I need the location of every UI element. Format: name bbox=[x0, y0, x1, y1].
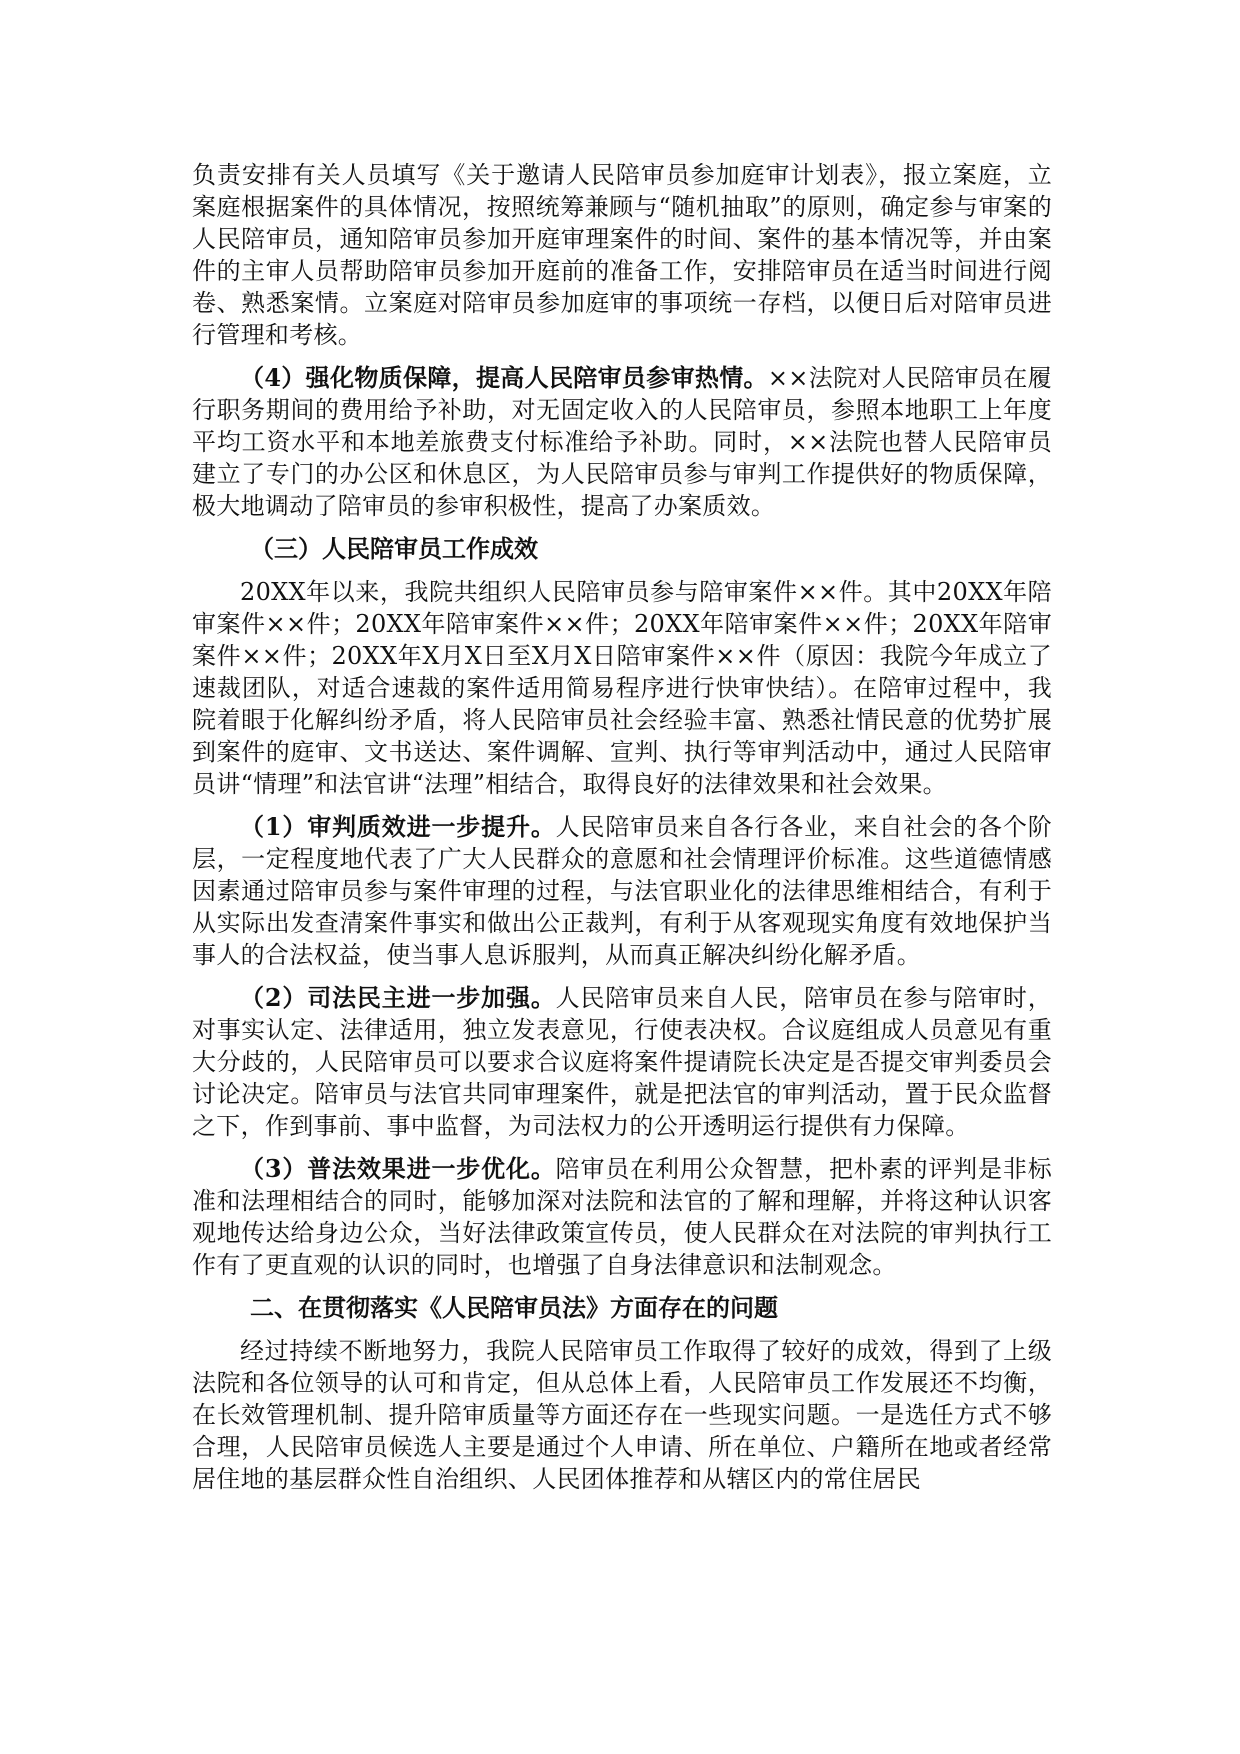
paragraph-legal-publicity bbox=[192, 1153, 1052, 1281]
paragraph-text: 经过持续不断地努力，我院人民陪审员工作取得了较好的成效，得到了上级法院和各位领导的认可和肯定，但从总体上看，人民陪审员工作发展还不均衡，在长效管理机制、提升陪审质量等方面还存在一些现实问题。一是选任方式不够合理，人民陪审员候选人主要是通过个人申请、所在单位、户籍所在地或者经常居住地的基层群众性自治组织、人民团体推荐和从辖区内的常住居民 bbox=[192, 1337, 1052, 1493]
paragraph-problems-summary bbox=[192, 1335, 1052, 1495]
paragraph-text: 20XX年以来，我院共组织人民陪审员参与陪审案件××件。其中20XX年陪审案件××件；20XX年陪审案件××件；20XX年陪审案件××件；20XX年陪审案件××件；20XX年X月X日至X月X日陪审案件××件（原因：我院今年成立了速裁团队，对适合速裁的案件适用简易程序进行快审快结）。在陪审过程中，我院着眼于化解纠纷矛盾，将人民陪审员社会经验丰富、熟悉社情民意的优势扩展到案件的庭审、文书送达、案件调解、宣判、执行等审判活动中，通过人民陪审员讲“情理”和法官讲“法理”相结合，取得良好的法律效果和社会效果。 bbox=[192, 578, 1052, 798]
paragraph-judicial-democracy bbox=[192, 982, 1052, 1142]
paragraph-trial-quality bbox=[192, 811, 1052, 971]
paragraph-text: 负责安排有关人员填写《关于邀请人民陪审员参加庭审计划表》，报立案庭，立案庭根据案件的具体情况，按照统筹兼顾与“随机抽取”的原则，确定参与审案的人民陪审员，通知陪审员参加开庭审理案件的时间、案件的基本情况等，并由案件的主审人员帮助陪审员参加开庭前的准备工作，安排陪审员在适当时间进行阅卷、熟悉案情。立案庭对陪审员参加庭审的事项统一存档，以便日后对陪审员进行管理和考核。 bbox=[192, 161, 1052, 349]
section-heading-results: （三）人民陪审员工作成效 bbox=[250, 534, 538, 563]
section-heading-problems: 二、在贯彻落实《人民陪审员法》方面存在的问题 bbox=[250, 1293, 778, 1322]
paragraph-lead: （3）普法效果进一步优化。 bbox=[240, 1154, 556, 1183]
paragraph-lead: （1）审判质效进一步提升。 bbox=[240, 812, 556, 841]
paragraph-registration-procedure bbox=[192, 159, 1052, 351]
paragraph-material-support bbox=[192, 362, 1052, 522]
paragraph-text: ××法院对人民陪审员在履行职务期间的费用给予补助，对无固定收入的人民陪审员，参照本地职工上年度平均工资水平和本地差旅费支付标准给予补助。同时，××法院也替人民陪审员建立了专门的办公区和休息区，为人民陪审员参与审判工作提供好的物质保障，极大地调动了陪审员的参审积极性，提高了办案质效。 bbox=[192, 364, 1052, 520]
paragraph-text: 人民陪审员来自人民，陪审员在参与陪审时，对事实认定、法律适用，独立发表意见，行使表决权。合议庭组成人员意见有重大分歧的，人民陪审员可以要求合议庭将案件提请院长决定是否提交审判委员会讨论决定。陪审员与法官共同审理案件，就是把法官的审判活动，置于民众监督之下，作到事前、事中监督，为司法权力的公开透明运行提供有力保障。 bbox=[192, 984, 1052, 1140]
paragraph-lead: （4）强化物质保障，提高人民陪审员参审热情。 bbox=[240, 363, 768, 392]
paragraph-results-summary bbox=[192, 576, 1052, 800]
paragraph-text: 人民陪审员来自各行各业，来自社会的各个阶层，一定程度地代表了广大人民群众的意愿和社会情理评价标准。这些道德情感因素通过陪审员参与案件审理的过程，与法官职业化的法律思维相结合，有利于从实际出发查清案件事实和做出公正裁判，有利于从客观现实角度有效地保护当事人的合法权益，使当事人息诉服判，从而真正解决纠纷化解矛盾。 bbox=[192, 813, 1052, 969]
document-body bbox=[192, 159, 1052, 1506]
paragraph-lead: （2）司法民主进一步加强。 bbox=[240, 983, 556, 1012]
paragraph-text: 陪审员在利用公众智慧，把朴素的评判是非标准和法理相结合的同时，能够加深对法院和法官的了解和理解，并将这种认识客观地传达给身边公众，当好法律政策宣传员，使人民群众在对法院的审判执行工作有了更直观的认识的同时，也增强了自身法律意识和法制观念。 bbox=[192, 1155, 1052, 1279]
